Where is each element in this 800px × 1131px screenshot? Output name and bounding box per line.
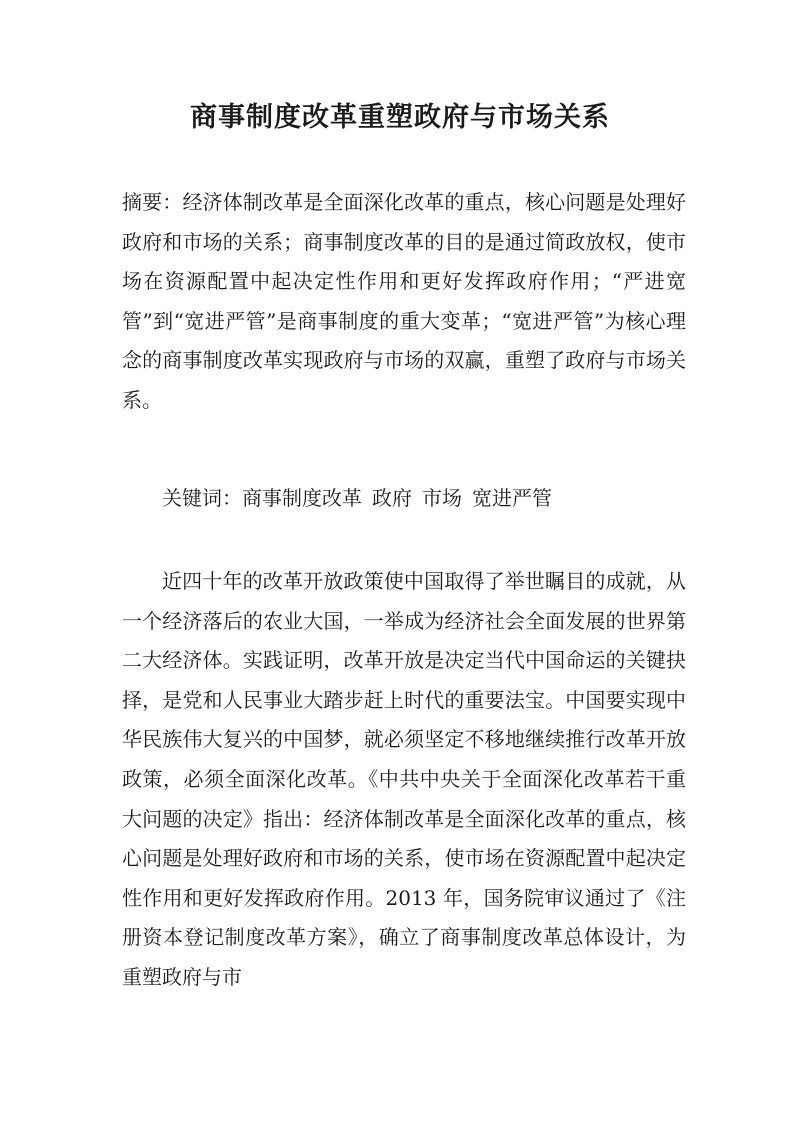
body-paragraph: 近四十年的改革开放政策使中国取得了举世瞩目的成就，从一个经济落后的农业大国，一举成为经济社会全面发展的世界第二大经济体。实践证明，改革开放是决定当代中国命运的关键抉择，是党和人民事业大踏步赶上时代的重要法宝。中国要实现中华民族伟大复兴的中国梦，就必须坚定不移地继续推行改革开放政策，必须全面深化改革。《中共中央关于全面深化改革若干重大问题的决定》指出：经济体制改革是全面深化改革的重点，核心问题是处理好政府和市场的关系，使市场在资源配置中起决定性作用和更好发挥政府作用。2013 年，国务院审议通过了《注册资本登记制度改革方案》，确立了商事制度改革总体设计，为重塑政府与市: [122, 569, 686, 989]
keyword-term: 商事制度改革: [242, 486, 362, 510]
keywords-paragraph: [122, 479, 686, 519]
document-title: 商事制度改革重塑政府与市场关系: [190, 102, 610, 133]
keyword-term: 市场: [422, 486, 462, 510]
keywords-label: 关键词：: [162, 486, 242, 510]
abstract-paragraph: [122, 183, 686, 421]
abstract-label: 摘要：: [122, 190, 183, 214]
keyword-term: 宽进严管: [472, 486, 552, 510]
keyword-term: 政府: [372, 486, 412, 510]
abstract-text: 经济体制改革是全面深化改革的重点，核心问题是处理好政府和市场的关系；商事制度改革的目的是通过简政放权，使市场在资源配置中起决定性作用和更好发挥政府作用；“严进宽管”到“宽进严管”是商事制度的重大变革；“宽进严管”为核心理念的商事制度改革实现政府与市场的双赢，重塑了政府与市场关系。: [122, 190, 687, 412]
